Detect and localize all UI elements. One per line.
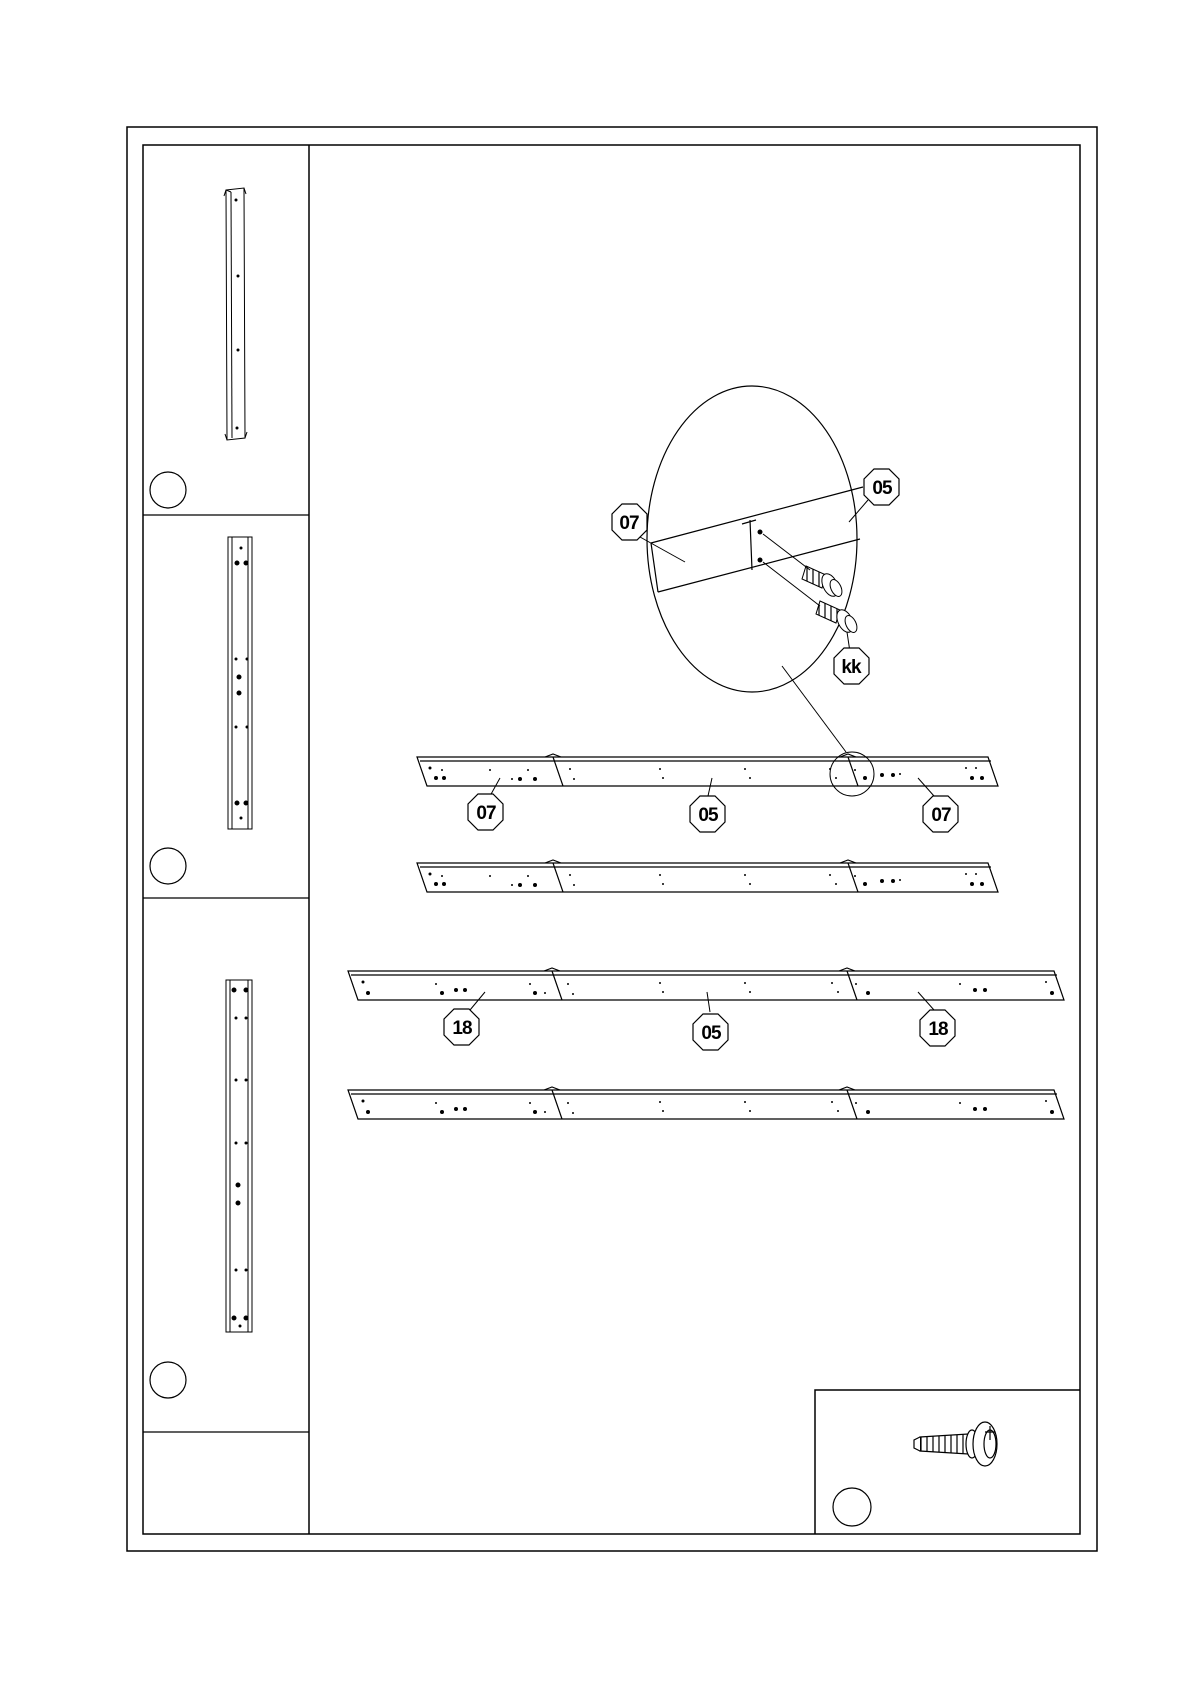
flat-rail-part-icon <box>228 537 252 829</box>
detail-callout-right <box>864 469 899 505</box>
detail-screw-1 <box>802 566 844 599</box>
callout-rail-b-center <box>693 1014 728 1050</box>
svg-text:07: 07 <box>619 513 639 534</box>
callout-rail-b-right <box>920 1010 955 1046</box>
part-callout-2 <box>150 848 186 884</box>
rail-a-bottom <box>417 860 998 892</box>
svg-text:05: 05 <box>872 478 892 499</box>
callout-rail-a-center <box>690 796 725 832</box>
long-flat-rail-part-icon <box>226 980 252 1332</box>
detail-screw-2 <box>816 601 859 635</box>
detail-callout-screw <box>834 648 869 684</box>
svg-text:05: 05 <box>701 1023 721 1044</box>
detail-view <box>640 386 868 692</box>
rail-a-top <box>417 754 998 786</box>
rail-b-top <box>348 968 1064 1000</box>
svg-text:05: 05 <box>698 805 718 826</box>
part-callout-3 <box>150 1362 186 1398</box>
callout-rail-b-left <box>444 1009 479 1045</box>
hardware-callout <box>833 1488 871 1526</box>
part-callout-1 <box>150 472 186 508</box>
callout-rail-a-right <box>923 796 958 832</box>
svg-text:kk: kk <box>841 657 861 678</box>
angle-rail-part-icon <box>224 188 247 440</box>
outer-frame <box>127 127 1097 1551</box>
inner-frame <box>143 145 1080 1534</box>
svg-text:07: 07 <box>476 803 496 824</box>
svg-text:07: 07 <box>931 805 951 826</box>
screw-icon <box>914 1422 997 1466</box>
svg-text:18: 18 <box>452 1018 472 1039</box>
rail-b-labels <box>444 992 955 1050</box>
detail-callout-left <box>612 504 647 540</box>
joint-marker <box>830 752 874 796</box>
callout-rail-a-left <box>468 794 503 830</box>
rail-b-bottom <box>348 1087 1064 1119</box>
svg-text:18: 18 <box>928 1019 948 1040</box>
detail-leader <box>782 666 846 752</box>
